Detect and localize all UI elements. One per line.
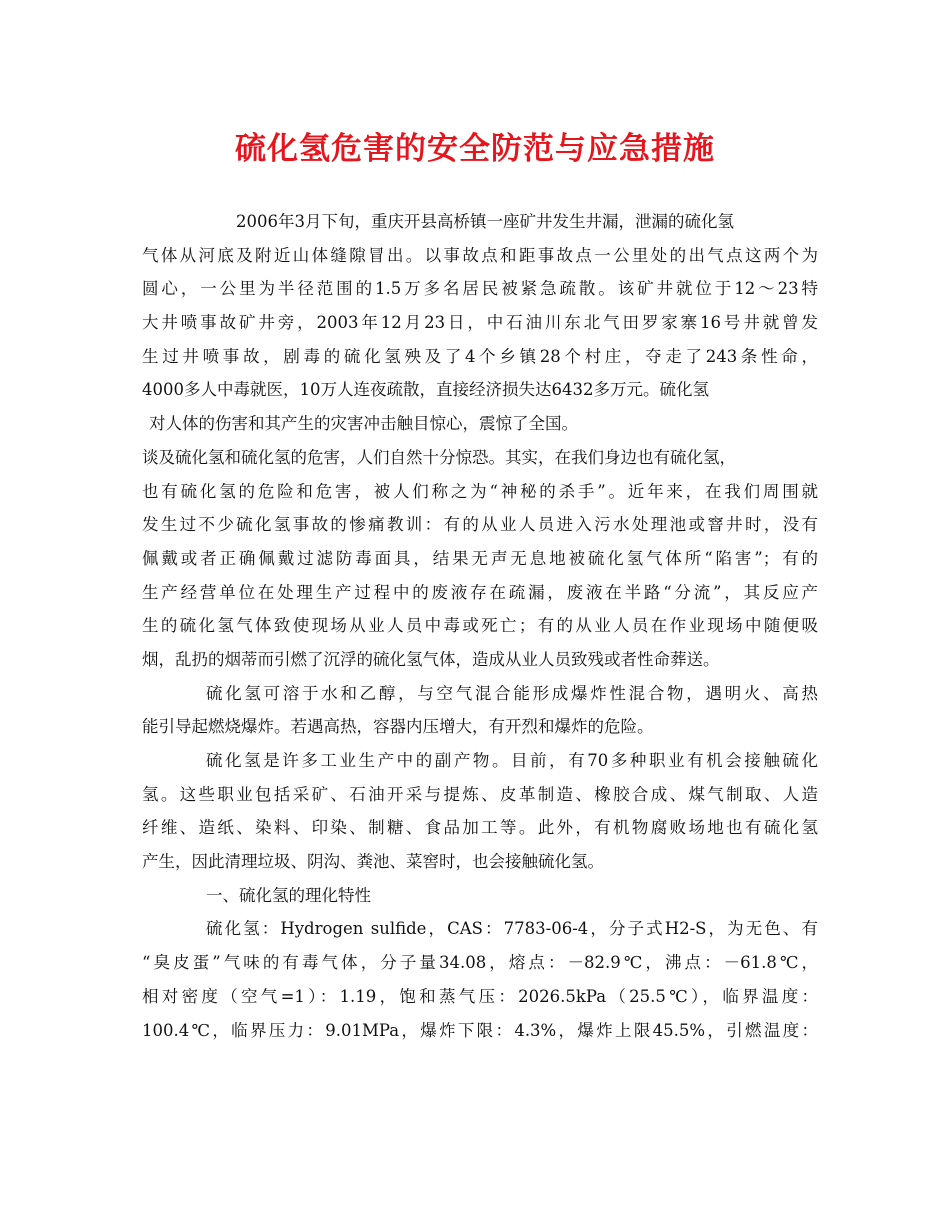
paragraph-line: 相对密度（空气=1）：1.19，饱和蒸气压：2026.5kPa（25.5℃），临界温度： (142, 986, 818, 1006)
paragraph-line: 纤维、造纸、染料、印染、制糖、食品加工等。此外，有机物腐败场地也有硫化氢 (142, 818, 818, 838)
paragraph-line: “臭皮蛋”气味的有毒气体，分子量34.08，熔点：－82.9℃，沸点：－61.8℃， (142, 953, 818, 973)
paragraph-line: 氢。这些职业包括采矿、石油开采与提炼、皮革制造、橡胶合成、煤气制取、人造 (142, 784, 818, 804)
paragraph-line: 生的硫化氢气体致使现场从业人员中毒或死亡；有的从业人员在作业现场中随便吸 (142, 616, 818, 636)
paragraph-line: 发生过不少硫化氢事故的惨痛教训：有的从业人员进入污水处理池或窨井时，没有 (142, 515, 818, 535)
paragraph-line: 圆心，一公里为半径范围的1.5万多名居民被紧急疏散。该矿井就位于12～23特 (142, 279, 818, 299)
document-body (142, 205, 818, 1047)
paragraph-line: 2006年3月下旬，重庆开县高桥镇一座矿井发生井漏，泄漏的硫化氢 (236, 212, 734, 231)
paragraph-line: 硫化氢是许多工业生产中的副产物。目前，有70多种职业有机会接触硫化 (206, 751, 818, 770)
paragraph-line: 能引导起燃烧爆炸。若遇高热，容器内压增大，有开烈和爆炸的危险。 (142, 717, 654, 737)
section-heading: 一、硫化氢的理化特性 (206, 885, 371, 905)
paragraph-line: 佩戴或者正确佩戴过滤防毒面具，结果无声无息地被硫化氢气体所“陷害”；有的 (142, 548, 818, 568)
paragraph-line: 生过井喷事故，剧毒的硫化氢殃及了4个乡镇28个村庄，夺走了243条性命， (142, 346, 818, 366)
paragraph-line: 硫化氢：Hydrogen sulfide，CAS：7783-06-4，分子式H2-S，为无色、有 (206, 919, 818, 939)
paragraph-line: 4000多人中毒就医，10万人连夜疏散，直接经济损失达6432多万元。硫化氢 (142, 380, 709, 400)
paragraph-line: 气体从河底及附近山体缝隙冒出。以事故点和距事故点一公里处的出气点这两个为 (142, 245, 818, 265)
paragraph-line: 对人体的伤害和其产生的灾害冲击触目惊心，震惊了全国。 (149, 414, 578, 434)
paragraph-line: 大井喷事故矿井旁，2003年12月23日，中石油川东北气田罗家寨16号井就曾发 (142, 313, 818, 333)
paragraph-line: 谈及硫化氢和硫化氢的危害，人们自然十分惊恐。其实，在我们身边也有硫化氢， (142, 447, 736, 467)
paragraph-line: 生产经营单位在处理生产过程中的废液存在疏漏，废液在半路“分流”，其反应产 (142, 582, 818, 602)
document-title: 硫化氢危害的安全防范与应急措施 (235, 131, 715, 167)
paragraph-line: 100.4℃，临界压力：9.01MPa，爆炸下限：4.3%，爆炸上限45.5%，引燃温度： (142, 1020, 818, 1040)
paragraph-line: 硫化氢可溶于水和乙醇，与空气混合能形成爆炸性混合物，遇明火、高热 (206, 683, 818, 703)
paragraph-line: 烟，乱扔的烟蒂而引燃了沉浮的硫化氢气体，造成从业人员致残或者性命葬送。 (142, 649, 720, 669)
paragraph-line: 产生，因此清理垃圾、阴沟、粪池、菜窖时，也会接触硫化氢。 (142, 852, 604, 872)
paragraph-line: 也有硫化氢的危险和危害，被人们称之为“神秘的杀手”。近年来，在我们周围就 (142, 481, 818, 501)
